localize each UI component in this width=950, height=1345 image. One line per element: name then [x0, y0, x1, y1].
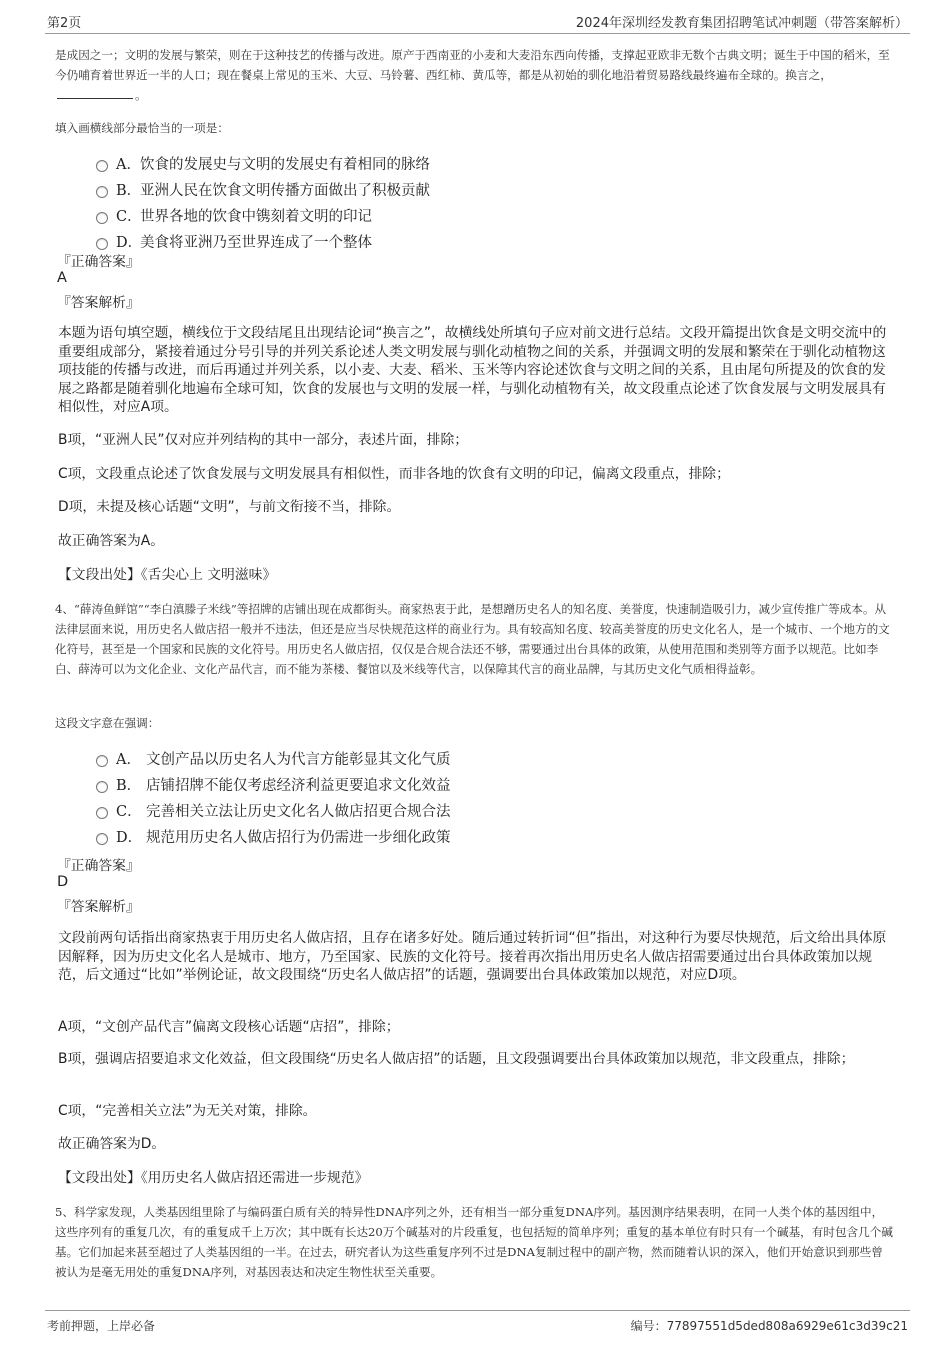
radio-icon[interactable]	[96, 781, 108, 793]
q4-option-a[interactable]: A． 文创产品以历史名人为代言方能彰显其文化气质	[96, 747, 451, 769]
q4-analysis-3: B项，强调店招要追求文化效益，但文段围绕“历史名人做店招”的话题，且文段强调要出台具体政策加以规范，非文段重点，排除；	[58, 1051, 855, 1067]
q4-passage: 4、“薛涛鱼鲜馆”“李白滇滕子米线”等招牌的店铺出现在成都街头。商家热衷于此，是想蹭历史名人的知名度、美誉度，快速制造吸引力，减少宣传推广等成本。从法律层面来说，用历史名人做店招一般并不违法，但还是应当尽快规范这样的商业行为。具有较高知名度、较高美誉度的历史文化名人，是一个城市、一个地方的文化符号，甚至是一个国家和民族的文化符号。用历史名人做店招，仅仅是合规合法还不够，需要通过出台具体的政策，从使用范围和类别等方面予以规范。比如李白、薛涛可以为文化企业、文化产品代言，而不能为茶楼、餐馆以及米线等代言，以保障其代言的商业品牌，与其历史文化气质相得益彰。	[55, 602, 890, 676]
q3-passage: 是成因之一；文明的发展与繁荣，则在于这种技艺的传播与改进。原产于西南亚的小麦和大麦沿东西向传播，支撑起亚欧非无数个古典文明；诞生于中国的稻米，至今仍哺育着世界近一半的人口；现在餐桌上常见的玉米、大豆、马铃薯、西红柿、黄瓜等，都是从初始的驯化地沿着贸易路线最终遍布全球的。换言之，。	[55, 48, 890, 102]
q4-option-b[interactable]: B． 店铺招牌不能仅考虑经济利益更要追求文化效益	[96, 773, 451, 795]
footer-slogan: 考前押题，上岸必备	[47, 1319, 156, 1333]
q4-prompt: 这段文字意在强调：	[55, 716, 160, 730]
page-header	[45, 0, 910, 34]
q4-analysis-label: 『答案解析』	[57, 899, 140, 915]
q4-answer: D	[57, 874, 69, 890]
radio-icon[interactable]	[96, 160, 108, 172]
q4-analysis-5: 故正确答案为D。	[58, 1136, 166, 1152]
q4-analysis-4: C项，“完善相关立法”为无关对策，排除。	[58, 1103, 317, 1119]
radio-icon[interactable]	[96, 833, 108, 845]
q4-source: 【文段出处】《用历史名人做店招还需进一步规范》	[58, 1170, 369, 1186]
radio-icon[interactable]	[96, 186, 108, 198]
radio-icon[interactable]	[96, 238, 108, 250]
q3-analysis-5: 故正确答案为A。	[58, 533, 165, 549]
document-title: 2024年深圳经发教育集团招聘笔试冲刺题（带答案解析）	[575, 16, 908, 31]
q4-answer-label: 『正确答案』	[57, 858, 140, 874]
q3-analysis-3: C项，文段重点论述了饮食发展与文明发展具有相似性，而非各地的饮食有文明的印记，偏离文段重点，排除；	[58, 466, 730, 482]
q3-option-a[interactable]: A． 饮食的发展史与文明的发展史有着相同的脉络	[96, 152, 430, 174]
q3-answer: A	[57, 270, 67, 286]
q4-option-c[interactable]: C． 完善相关立法让历史文化名人做店招更合规合法	[96, 799, 451, 821]
q3-analysis-2: B项，“亚洲人民”仅对应并列结构的其中一部分，表述片面，排除；	[58, 432, 469, 448]
q4-option-d[interactable]: D． 规范用历史名人做店招行为仍需进一步细化政策	[96, 825, 451, 847]
radio-icon[interactable]	[96, 212, 108, 224]
q4-analysis-2: A项，“文创产品代言”偏离文段核心话题“店招”，排除；	[58, 1019, 400, 1035]
q3-prompt: 填入画横线部分最恰当的一项是：	[55, 121, 229, 135]
q3-option-c[interactable]: C． 世界各地的饮食中镌刻着文明的印记	[96, 204, 372, 226]
q3-source: 【文段出处】《舌尖心上 文明滋味》	[58, 567, 277, 583]
q3-analysis-label: 『答案解析』	[57, 295, 140, 311]
page-number: 第2页	[47, 16, 82, 31]
q3-answer-label: 『正确答案』	[57, 254, 140, 270]
radio-icon[interactable]	[96, 807, 108, 819]
page-footer	[45, 1310, 910, 1341]
q3-analysis-4: D项，未提及核心话题“文明”，与前文衔接不当，排除。	[58, 499, 401, 515]
q3-analysis-1: 本题为语句填空题，横线位于文段结尾且出现结论词“换言之”，故横线处所填句子应对前文进行总结。文段开篇提出饮食是文明交流中的重要组成部分，紧接着通过分号引导的并列关系论述人类文明发展与驯化动植物之间的关系，并强调文明的发展和繁荣在于驯化动植物这项技能的传播与改进，而后再通过并列关系，以小麦、大麦、稻米、玉米等内容论述饮食与文明之间的关系，且由尾句所提及的饮食的发展之路都是随着驯化地遍布全球可知，饮食的发展也与文明的发展一样，与驯化动植物有关，故文段重点论述了饮食发展与文明发展具有相似性，对应A项。	[58, 325, 887, 415]
q3-option-b[interactable]: B． 亚洲人民在饮食文明传播方面做出了积极贡献	[96, 178, 430, 200]
footer-serial: 编号：77897551d5ded808a6929e61c3d39c21	[630, 1319, 908, 1333]
q3-option-d[interactable]: D． 美食将亚洲乃至世界连成了一个整体	[96, 230, 372, 252]
q4-analysis-1: 文段前两句话指出商家热衷于用历史名人做店招，且存在诸多好处。随后通过转折词“但”指出，对这种行为要尽快规范，后文给出具体原因解释，因为历史文化名人是城市、地方，乃至国家、民族的文化符号。接着再次指出用历史名人做店招需要通过出台具体政策加以规范，后文通过“比如”举例论证，故文段围绕“历史名人做店招”的话题，强调要出台具体政策加以规范，对应D项。	[58, 930, 887, 983]
radio-icon[interactable]	[96, 755, 108, 767]
q5-passage: 5、科学家发现，人类基因组里除了与编码蛋白质有关的特异性DNA序列之外，还有相当一部分重复DNA序列。基因测序结果表明，在同一人类个体的基因组中，这些序列有的重复几次，有的重复成千上万次；其中既有长达20万个碱基对的片段重复，也包括短的简单序列；重复的基本单位有时只有一个碱基，有时包含几个碱基。它们加起来甚至超过了人类基因组的一半。在过去，研究者认为这些重复序列不过是DNA复制过程中的副产物，然而随着认识的深入，他们开始意识到那些曾被认为是毫无用处的重复DNA序列，对基因表达和决定生物性状至关重要。	[55, 1205, 893, 1279]
fill-blank	[57, 86, 133, 99]
